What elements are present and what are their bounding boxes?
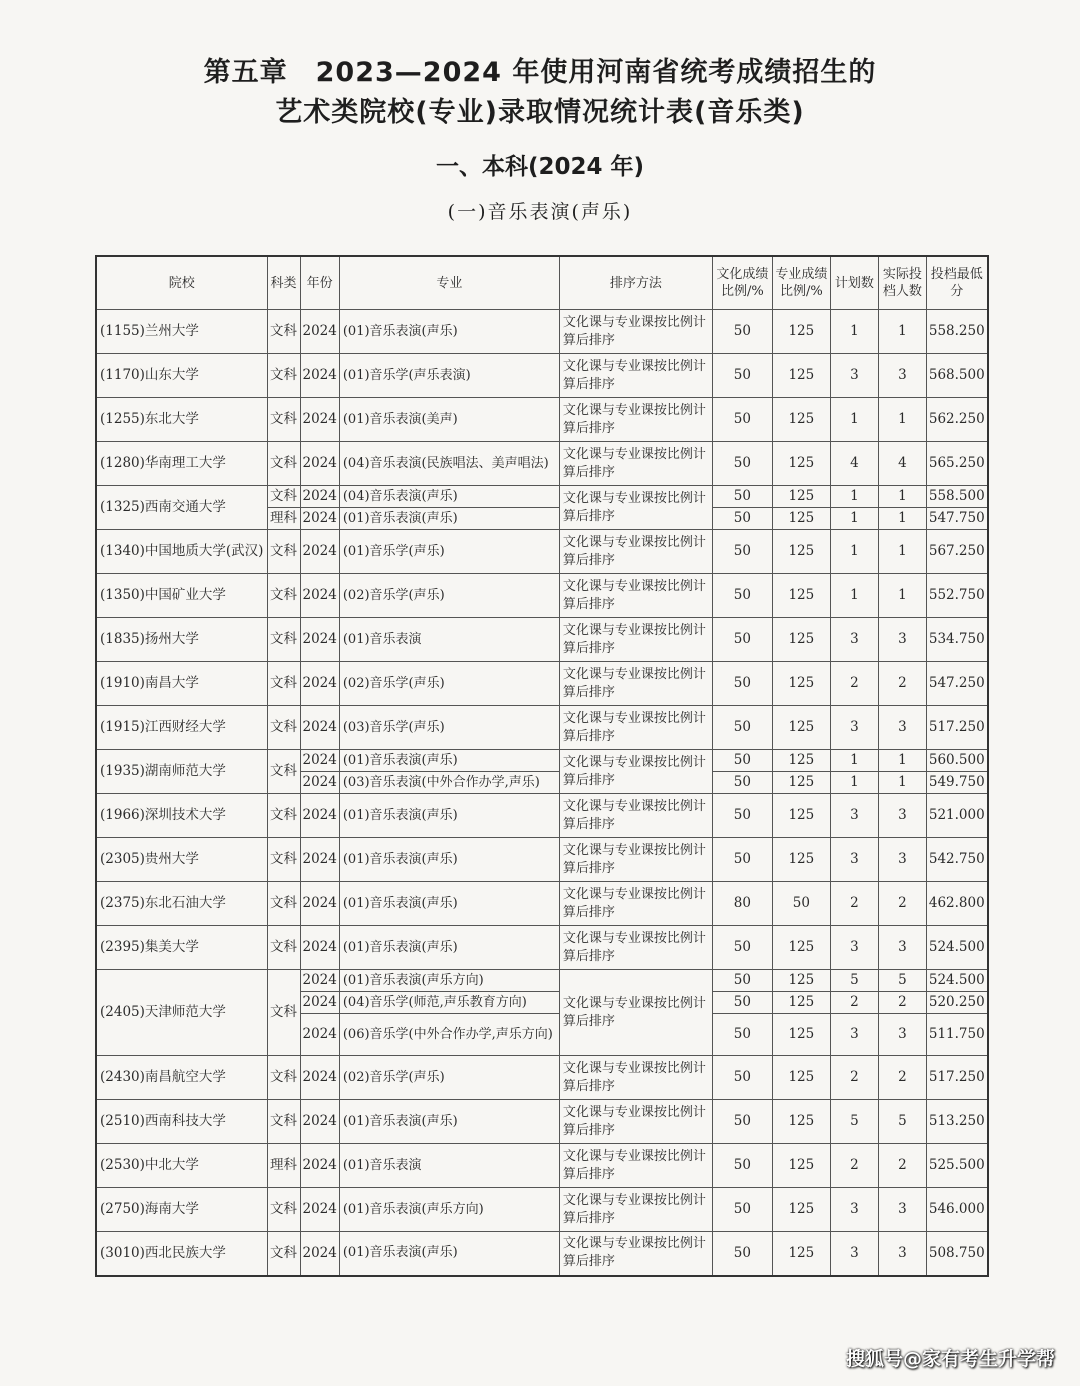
min-score-cell: 558.250 — [926, 310, 987, 354]
col-header-sort-method: 排序方法 — [559, 256, 712, 310]
major-ratio-cell: 125 — [772, 442, 830, 486]
table-row — [96, 970, 988, 992]
category-cell: 文科 — [267, 838, 300, 882]
min-score-cell: 542.750 — [926, 838, 987, 882]
year-cell: 2024 — [300, 508, 339, 530]
year-cell: 2024 — [300, 530, 339, 574]
major-ratio-cell: 125 — [772, 1232, 830, 1276]
major-cell: (02)音乐学(声乐) — [339, 574, 559, 618]
major-cell: (02)音乐学(声乐) — [339, 1056, 559, 1100]
school-cell: (2375)东北石油大学 — [96, 882, 267, 926]
major-ratio-cell: 125 — [772, 794, 830, 838]
culture-ratio-cell: 50 — [712, 750, 772, 772]
col-header-actual: 实际投档人数 — [878, 256, 926, 310]
category-cell: 文科 — [267, 1056, 300, 1100]
major-cell: (01)音乐表演(美声) — [339, 398, 559, 442]
plan-cell: 3 — [830, 618, 878, 662]
table-row — [96, 838, 988, 882]
major-ratio-cell: 125 — [772, 398, 830, 442]
year-cell: 2024 — [300, 1188, 339, 1232]
sort-method-cell: 文化课与专业课按比例计算后排序 — [559, 310, 712, 354]
culture-ratio-cell: 50 — [712, 508, 772, 530]
min-score-cell: 534.750 — [926, 618, 987, 662]
category-cell: 文科 — [267, 442, 300, 486]
year-cell: 2024 — [300, 1056, 339, 1100]
major-ratio-cell: 125 — [772, 530, 830, 574]
plan-cell: 3 — [830, 1232, 878, 1276]
col-header-category: 科类 — [267, 256, 300, 310]
major-cell: (04)音乐表演(声乐) — [339, 486, 559, 508]
major-cell: (01)音乐表演(声乐) — [339, 838, 559, 882]
category-cell: 文科 — [267, 310, 300, 354]
school-cell: (1350)中国矿业大学 — [96, 574, 267, 618]
min-score-cell: 524.500 — [926, 926, 987, 970]
table-row — [96, 398, 988, 442]
major-ratio-cell: 125 — [772, 1188, 830, 1232]
category-cell: 文科 — [267, 1100, 300, 1144]
year-cell: 2024 — [300, 992, 339, 1014]
actual-cell: 3 — [878, 926, 926, 970]
school-cell: (3010)西北民族大学 — [96, 1232, 267, 1276]
major-cell: (04)音乐学(师范,声乐教育方向) — [339, 992, 559, 1014]
col-header-min-score: 投档最低分 — [926, 256, 987, 310]
year-cell: 2024 — [300, 882, 339, 926]
major-ratio-cell: 125 — [772, 486, 830, 508]
sort-method-cell: 文化课与专业课按比例计算后排序 — [559, 1144, 712, 1188]
plan-cell: 1 — [830, 398, 878, 442]
school-cell: (2395)集美大学 — [96, 926, 267, 970]
sort-method-cell: 文化课与专业课按比例计算后排序 — [559, 882, 712, 926]
table-row — [96, 1232, 988, 1276]
sort-method-cell: 文化课与专业课按比例计算后排序 — [559, 970, 712, 1056]
year-cell: 2024 — [300, 794, 339, 838]
actual-cell: 3 — [878, 618, 926, 662]
culture-ratio-cell: 50 — [712, 1100, 772, 1144]
sort-method-cell: 文化课与专业课按比例计算后排序 — [559, 574, 712, 618]
min-score-cell: 513.250 — [926, 1100, 987, 1144]
sort-method-cell: 文化课与专业课按比例计算后排序 — [559, 662, 712, 706]
actual-cell: 2 — [878, 992, 926, 1014]
table-row — [96, 926, 988, 970]
school-cell: (2750)海南大学 — [96, 1188, 267, 1232]
year-cell: 2024 — [300, 1232, 339, 1276]
table-row — [96, 1056, 988, 1100]
min-score-cell: 520.250 — [926, 992, 987, 1014]
plan-cell: 1 — [830, 310, 878, 354]
min-score-cell: 546.000 — [926, 1188, 987, 1232]
col-header-school: 院校 — [96, 256, 267, 310]
category-cell: 文科 — [267, 486, 300, 508]
school-cell: (1915)江西财经大学 — [96, 706, 267, 750]
major-ratio-cell: 125 — [772, 1144, 830, 1188]
culture-ratio-cell: 50 — [712, 486, 772, 508]
major-ratio-cell: 125 — [772, 662, 830, 706]
school-cell: (2510)西南科技大学 — [96, 1100, 267, 1144]
major-cell: (06)音乐学(中外合作办学,声乐方向) — [339, 1014, 559, 1056]
min-score-cell: 552.750 — [926, 574, 987, 618]
school-cell: (1966)深圳技术大学 — [96, 794, 267, 838]
actual-cell: 1 — [878, 398, 926, 442]
sort-method-cell: 文化课与专业课按比例计算后排序 — [559, 1232, 712, 1276]
actual-cell: 1 — [878, 574, 926, 618]
year-cell: 2024 — [300, 1014, 339, 1056]
table-row — [96, 1144, 988, 1188]
year-cell: 2024 — [300, 662, 339, 706]
plan-cell: 2 — [830, 1056, 878, 1100]
table-row — [96, 574, 988, 618]
sort-method-cell: 文化课与专业课按比例计算后排序 — [559, 486, 712, 530]
min-score-cell: 558.500 — [926, 486, 987, 508]
sort-method-cell: 文化课与专业课按比例计算后排序 — [559, 354, 712, 398]
actual-cell: 2 — [878, 662, 926, 706]
actual-cell: 1 — [878, 486, 926, 508]
major-cell: (01)音乐表演(声乐) — [339, 794, 559, 838]
culture-ratio-cell: 80 — [712, 882, 772, 926]
category-cell: 文科 — [267, 662, 300, 706]
school-cell: (2430)南昌航空大学 — [96, 1056, 267, 1100]
culture-ratio-cell: 50 — [712, 398, 772, 442]
table-row — [96, 882, 988, 926]
major-cell: (01)音乐表演(声乐方向) — [339, 970, 559, 992]
min-score-cell: 508.750 — [926, 1232, 987, 1276]
year-cell: 2024 — [300, 1100, 339, 1144]
actual-cell: 3 — [878, 706, 926, 750]
actual-cell: 4 — [878, 442, 926, 486]
culture-ratio-cell: 50 — [712, 838, 772, 882]
table-row — [96, 750, 988, 772]
sort-method-cell: 文化课与专业课按比例计算后排序 — [559, 926, 712, 970]
col-header-major: 专业 — [339, 256, 559, 310]
culture-ratio-cell: 50 — [712, 706, 772, 750]
major-cell: (01)音乐学(声乐) — [339, 530, 559, 574]
sort-method-cell: 文化课与专业课按比例计算后排序 — [559, 618, 712, 662]
culture-ratio-cell: 50 — [712, 1188, 772, 1232]
major-cell: (01)音乐表演(声乐方向) — [339, 1188, 559, 1232]
school-cell: (1155)兰州大学 — [96, 310, 267, 354]
category-cell: 文科 — [267, 354, 300, 398]
admission-table — [95, 255, 989, 1277]
plan-cell: 3 — [830, 706, 878, 750]
col-header-year: 年份 — [300, 256, 339, 310]
plan-cell: 3 — [830, 838, 878, 882]
plan-cell: 5 — [830, 1100, 878, 1144]
school-cell: (1170)山东大学 — [96, 354, 267, 398]
plan-cell: 1 — [830, 574, 878, 618]
actual-cell: 5 — [878, 1100, 926, 1144]
category-cell: 文科 — [267, 398, 300, 442]
major-ratio-cell: 125 — [772, 354, 830, 398]
table-row — [96, 1188, 988, 1232]
plan-cell: 2 — [830, 1144, 878, 1188]
actual-cell: 1 — [878, 508, 926, 530]
category-cell: 文科 — [267, 706, 300, 750]
actual-cell: 2 — [878, 882, 926, 926]
sort-method-cell: 文化课与专业课按比例计算后排序 — [559, 1056, 712, 1100]
major-ratio-cell: 50 — [772, 882, 830, 926]
major-cell: (01)音乐表演(声乐) — [339, 1232, 559, 1276]
major-cell: (04)音乐表演(民族唱法、美声唱法) — [339, 442, 559, 486]
min-score-cell: 565.250 — [926, 442, 987, 486]
culture-ratio-cell: 50 — [712, 618, 772, 662]
major-ratio-cell: 125 — [772, 772, 830, 794]
plan-cell: 2 — [830, 662, 878, 706]
major-ratio-cell: 125 — [772, 1056, 830, 1100]
major-ratio-cell: 125 — [772, 508, 830, 530]
culture-ratio-cell: 50 — [712, 1144, 772, 1188]
actual-cell: 2 — [878, 1144, 926, 1188]
major-cell: (01)音乐表演(声乐) — [339, 508, 559, 530]
major-ratio-cell: 125 — [772, 618, 830, 662]
plan-cell: 4 — [830, 442, 878, 486]
major-ratio-cell: 125 — [772, 706, 830, 750]
category-cell: 文科 — [267, 618, 300, 662]
sort-method-cell: 文化课与专业课按比例计算后排序 — [559, 1188, 712, 1232]
table-body — [96, 310, 988, 1276]
school-cell: (1325)西南交通大学 — [96, 486, 267, 530]
plan-cell: 1 — [830, 486, 878, 508]
year-cell: 2024 — [300, 618, 339, 662]
culture-ratio-cell: 50 — [712, 970, 772, 992]
culture-ratio-cell: 50 — [712, 354, 772, 398]
table-row — [96, 618, 988, 662]
document-title-line1: 第五章 2023—2024 年使用河南省统考成绩招生的 — [203, 57, 877, 88]
year-cell: 2024 — [300, 838, 339, 882]
school-cell: (2405)天津师范大学 — [96, 970, 267, 1056]
school-cell: (2305)贵州大学 — [96, 838, 267, 882]
category-cell: 文科 — [267, 1188, 300, 1232]
min-score-cell: 517.250 — [926, 1056, 987, 1100]
category-cell: 理科 — [267, 1144, 300, 1188]
school-cell: (1910)南昌大学 — [96, 662, 267, 706]
major-cell: (01)音乐表演(声乐) — [339, 750, 559, 772]
year-cell: 2024 — [300, 970, 339, 992]
year-cell: 2024 — [300, 442, 339, 486]
min-score-cell: 525.500 — [926, 1144, 987, 1188]
min-score-cell: 521.000 — [926, 794, 987, 838]
school-cell: (2530)中北大学 — [96, 1144, 267, 1188]
culture-ratio-cell: 50 — [712, 442, 772, 486]
actual-cell: 3 — [878, 838, 926, 882]
major-cell: (01)音乐表演(声乐) — [339, 310, 559, 354]
actual-cell: 3 — [878, 354, 926, 398]
major-cell: (03)音乐学(声乐) — [339, 706, 559, 750]
actual-cell: 5 — [878, 970, 926, 992]
year-cell: 2024 — [300, 926, 339, 970]
major-cell: (01)音乐学(声乐表演) — [339, 354, 559, 398]
table-row — [96, 442, 988, 486]
actual-cell: 3 — [878, 1014, 926, 1056]
actual-cell: 3 — [878, 1188, 926, 1232]
category-cell: 文科 — [267, 970, 300, 1056]
major-cell: (01)音乐表演(声乐) — [339, 882, 559, 926]
actual-cell: 3 — [878, 1232, 926, 1276]
culture-ratio-cell: 50 — [712, 926, 772, 970]
plan-cell: 2 — [830, 992, 878, 1014]
category-cell: 文科 — [267, 1232, 300, 1276]
year-cell: 2024 — [300, 1144, 339, 1188]
actual-cell: 1 — [878, 772, 926, 794]
table-row — [96, 1100, 988, 1144]
col-header-plan: 计划数 — [830, 256, 878, 310]
major-cell: (03)音乐表演(中外合作办学,声乐) — [339, 772, 559, 794]
section-heading: 一、本科(2024 年) — [435, 154, 645, 180]
table-row — [96, 794, 988, 838]
category-cell: 文科 — [267, 574, 300, 618]
plan-cell: 3 — [830, 926, 878, 970]
major-cell: (01)音乐表演 — [339, 618, 559, 662]
plan-cell: 1 — [830, 772, 878, 794]
plan-cell: 3 — [830, 1014, 878, 1056]
major-ratio-cell: 125 — [772, 970, 830, 992]
plan-cell: 3 — [830, 354, 878, 398]
min-score-cell: 511.750 — [926, 1014, 987, 1056]
major-cell: (02)音乐学(声乐) — [339, 662, 559, 706]
sort-method-cell: 文化课与专业课按比例计算后排序 — [559, 442, 712, 486]
major-ratio-cell: 125 — [772, 926, 830, 970]
school-cell: (1935)湖南师范大学 — [96, 750, 267, 794]
culture-ratio-cell: 50 — [712, 772, 772, 794]
major-cell: (01)音乐表演 — [339, 1144, 559, 1188]
sort-method-cell: 文化课与专业课按比例计算后排序 — [559, 706, 712, 750]
sort-method-cell: 文化课与专业课按比例计算后排序 — [559, 398, 712, 442]
sort-method-cell: 文化课与专业课按比例计算后排序 — [559, 1100, 712, 1144]
category-cell: 文科 — [267, 530, 300, 574]
culture-ratio-cell: 50 — [712, 574, 772, 618]
category-cell: 理科 — [267, 508, 300, 530]
actual-cell: 2 — [878, 1056, 926, 1100]
year-cell: 2024 — [300, 310, 339, 354]
culture-ratio-cell: 50 — [712, 1232, 772, 1276]
document-title-line2: 艺术类院校(专业)录取情况统计表(音乐类) — [275, 97, 805, 128]
min-score-cell: 547.750 — [926, 508, 987, 530]
actual-cell: 1 — [878, 750, 926, 772]
min-score-cell: 524.500 — [926, 970, 987, 992]
table-header-row — [96, 256, 988, 310]
school-cell: (1835)扬州大学 — [96, 618, 267, 662]
major-ratio-cell: 125 — [772, 992, 830, 1014]
subsection-heading: (一)音乐表演(声乐) — [447, 201, 633, 223]
plan-cell: 1 — [830, 750, 878, 772]
actual-cell: 1 — [878, 530, 926, 574]
culture-ratio-cell: 50 — [712, 1014, 772, 1056]
col-header-culture-ratio: 文化成绩比例/% — [712, 256, 772, 310]
min-score-cell: 549.750 — [926, 772, 987, 794]
watermark-text: 搜狐号@家有考生升学帮 — [845, 1348, 1055, 1370]
major-ratio-cell: 125 — [772, 750, 830, 772]
category-cell: 文科 — [267, 926, 300, 970]
table-row — [96, 530, 988, 574]
min-score-cell: 568.500 — [926, 354, 987, 398]
major-ratio-cell: 125 — [772, 1100, 830, 1144]
year-cell: 2024 — [300, 354, 339, 398]
sort-method-cell: 文化课与专业课按比例计算后排序 — [559, 750, 712, 794]
min-score-cell: 462.800 — [926, 882, 987, 926]
category-cell: 文科 — [267, 882, 300, 926]
school-cell: (1255)东北大学 — [96, 398, 267, 442]
major-ratio-cell: 125 — [772, 310, 830, 354]
min-score-cell: 547.250 — [926, 662, 987, 706]
min-score-cell: 567.250 — [926, 530, 987, 574]
plan-cell: 2 — [830, 882, 878, 926]
plan-cell: 3 — [830, 794, 878, 838]
min-score-cell: 560.500 — [926, 750, 987, 772]
year-cell: 2024 — [300, 574, 339, 618]
sort-method-cell: 文化课与专业课按比例计算后排序 — [559, 838, 712, 882]
major-ratio-cell: 125 — [772, 838, 830, 882]
year-cell: 2024 — [300, 750, 339, 772]
school-cell: (1280)华南理工大学 — [96, 442, 267, 486]
culture-ratio-cell: 50 — [712, 662, 772, 706]
col-header-major-ratio: 专业成绩比例/% — [772, 256, 830, 310]
year-cell: 2024 — [300, 706, 339, 750]
min-score-cell: 517.250 — [926, 706, 987, 750]
table-row — [96, 486, 988, 508]
year-cell: 2024 — [300, 772, 339, 794]
major-ratio-cell: 125 — [772, 1014, 830, 1056]
plan-cell: 1 — [830, 530, 878, 574]
culture-ratio-cell: 50 — [712, 794, 772, 838]
culture-ratio-cell: 50 — [712, 530, 772, 574]
culture-ratio-cell: 50 — [712, 1056, 772, 1100]
major-ratio-cell: 125 — [772, 574, 830, 618]
table-row — [96, 310, 988, 354]
sort-method-cell: 文化课与专业课按比例计算后排序 — [559, 794, 712, 838]
year-cell: 2024 — [300, 398, 339, 442]
plan-cell: 1 — [830, 508, 878, 530]
table-row — [96, 706, 988, 750]
school-cell: (1340)中国地质大学(武汉) — [96, 530, 267, 574]
major-cell: (01)音乐表演(声乐) — [339, 926, 559, 970]
category-cell: 文科 — [267, 794, 300, 838]
min-score-cell: 562.250 — [926, 398, 987, 442]
plan-cell: 3 — [830, 1188, 878, 1232]
culture-ratio-cell: 50 — [712, 310, 772, 354]
sort-method-cell: 文化课与专业课按比例计算后排序 — [559, 530, 712, 574]
actual-cell: 1 — [878, 310, 926, 354]
year-cell: 2024 — [300, 486, 339, 508]
major-cell: (01)音乐表演(声乐) — [339, 1100, 559, 1144]
table-row — [96, 354, 988, 398]
culture-ratio-cell: 50 — [712, 992, 772, 1014]
actual-cell: 3 — [878, 794, 926, 838]
plan-cell: 5 — [830, 970, 878, 992]
category-cell: 文科 — [267, 750, 300, 794]
table-row — [96, 662, 988, 706]
